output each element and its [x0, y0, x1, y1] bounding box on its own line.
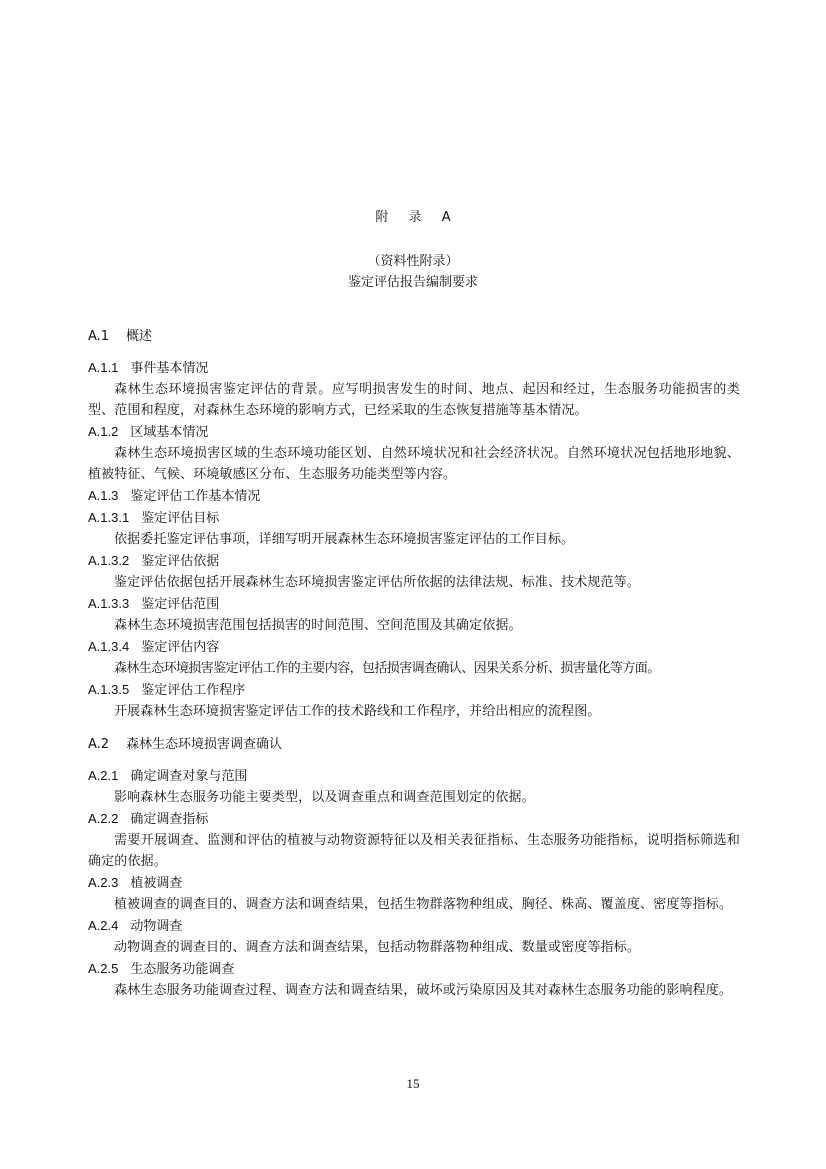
section-title: 概述 — [126, 329, 153, 344]
subsection-title: 植被调查 — [130, 876, 183, 891]
subsection-title: 确定调查对象与范围 — [130, 769, 248, 784]
page-number: 15 — [406, 1076, 420, 1091]
subsection-heading — [88, 421, 740, 443]
paragraph: 植被调查的调查目的、调查方法和调查结果，包括生物群落物种组成、胸径、株高、覆盖度、密度等指标。 — [114, 897, 733, 912]
subsection-number: A.2.1 — [88, 768, 119, 783]
paragraph: 依据委托鉴定评估事项，详细写明开展森林生态环境损害鉴定评估的工作目标。 — [114, 532, 575, 547]
subsection-number: A.1.1 — [88, 360, 119, 375]
subsection-number: A.1.2 — [88, 424, 119, 439]
subsection-title: 鉴定评估工作基本情况 — [130, 489, 261, 504]
appendix-title-part: 录 — [408, 210, 422, 225]
appendix-title-part: A — [441, 210, 451, 225]
subsection-title: 确定调查指标 — [130, 812, 209, 827]
paragraph: 森林生态环境损害区域的生态环境功能区划、自然环境状况和社会经济状况。自然环境状况包括地形地貌、植被特征、气候、环境敏感区分布、生态服务功能类型等内容。 — [88, 446, 740, 482]
subsection-title: 鉴定评估范围 — [141, 597, 220, 612]
paragraph: 开展森林生态环境损害鉴定评估工作的技术路线和工作程序，并给出相应的流程图。 — [114, 704, 601, 719]
subsection-title: 动物调查 — [130, 919, 183, 934]
paragraph: 森林生态环境损害鉴定评估工作的主要内容，包括损害调查确认、因果关系分析、损害量化等方面。 — [114, 661, 660, 676]
subsection-title: 区域基本情况 — [130, 425, 209, 440]
subsection-heading — [88, 958, 740, 980]
subsection-title: 鉴定评估依据 — [141, 554, 220, 569]
paragraph: 影响森林生态服务功能主要类型，以及调查重点和调查范围划定的依据。 — [114, 790, 535, 805]
appendix-type: （资料性附录） — [367, 254, 459, 269]
subsection-heading — [88, 593, 740, 615]
subsection-heading — [88, 765, 740, 787]
subsection-number: A.2.5 — [88, 961, 119, 976]
appendix-title — [0, 206, 826, 225]
subsection-title: 鉴定评估工作程序 — [141, 683, 246, 698]
subsection-heading — [88, 485, 740, 507]
subsection-heading — [88, 872, 740, 894]
subsection-title: 事件基本情况 — [130, 361, 209, 376]
paragraph: 动物调查的调查目的、调查方法和调查结果，包括动物群落物种组成、数量或密度等指标。 — [114, 940, 641, 955]
subsection-title: 生态服务功能调查 — [130, 962, 235, 977]
subsection-number: A.1.3.5 — [88, 682, 130, 697]
subsection-number: A.1.3.4 — [88, 639, 130, 654]
subsection-number: A.1.3.3 — [88, 596, 130, 611]
section-number: A.2 — [88, 737, 110, 752]
subsection-title: 鉴定评估目标 — [141, 511, 220, 526]
subsection-heading — [88, 550, 740, 572]
subsection-number: A.1.3 — [88, 488, 119, 503]
subsection-number: A.1.3.2 — [88, 553, 130, 568]
subsection-heading — [88, 636, 740, 658]
subsection-heading — [88, 915, 740, 937]
subsection-heading — [88, 808, 740, 830]
paragraph: 鉴定评估依据包括开展森林生态环境损害鉴定评估所依据的法律法规、标准、技术规范等。 — [114, 575, 641, 590]
section-heading — [88, 734, 740, 755]
appendix-name: 鉴定评估报告编制要求 — [347, 275, 478, 290]
paragraph: 森林生态服务功能调查过程、调查方法和调查结果，破坏或污染原因及其对森林生态服务功能的影响程度。 — [114, 983, 733, 998]
paragraph: 需要开展调查、监测和评估的植被与动物资源特征以及相关表征指标、生态服务功能指标，说明指标筛选和确定的依据。 — [88, 833, 740, 869]
document-body — [88, 326, 740, 1001]
section-title: 森林生态环境损害调查确认 — [126, 737, 283, 752]
subsection-heading — [88, 507, 740, 529]
subsection-number: A.2.4 — [88, 918, 119, 933]
paragraph: 森林生态环境损害范围包括损害的时间范围、空间范围及其确定依据。 — [114, 618, 522, 633]
subsection-heading — [88, 357, 740, 379]
subsection-heading — [88, 679, 740, 701]
section-heading — [88, 326, 740, 347]
paragraph: 森林生态环境损害鉴定评估的背景。应写明损害发生的时间、地点、起因和经过，生态服务功能损害的类型、范围和程度，对森林生态环境的影响方式，已经采取的生态恢复措施等基本情况。 — [88, 382, 740, 418]
subsection-number: A.1.3.1 — [88, 510, 130, 525]
subsection-number: A.2.3 — [88, 875, 119, 890]
subsection-title: 鉴定评估内容 — [141, 640, 220, 655]
appendix-title-part: 附 — [375, 210, 389, 225]
subsection-number: A.2.2 — [88, 811, 119, 826]
section-number: A.1 — [88, 329, 110, 344]
